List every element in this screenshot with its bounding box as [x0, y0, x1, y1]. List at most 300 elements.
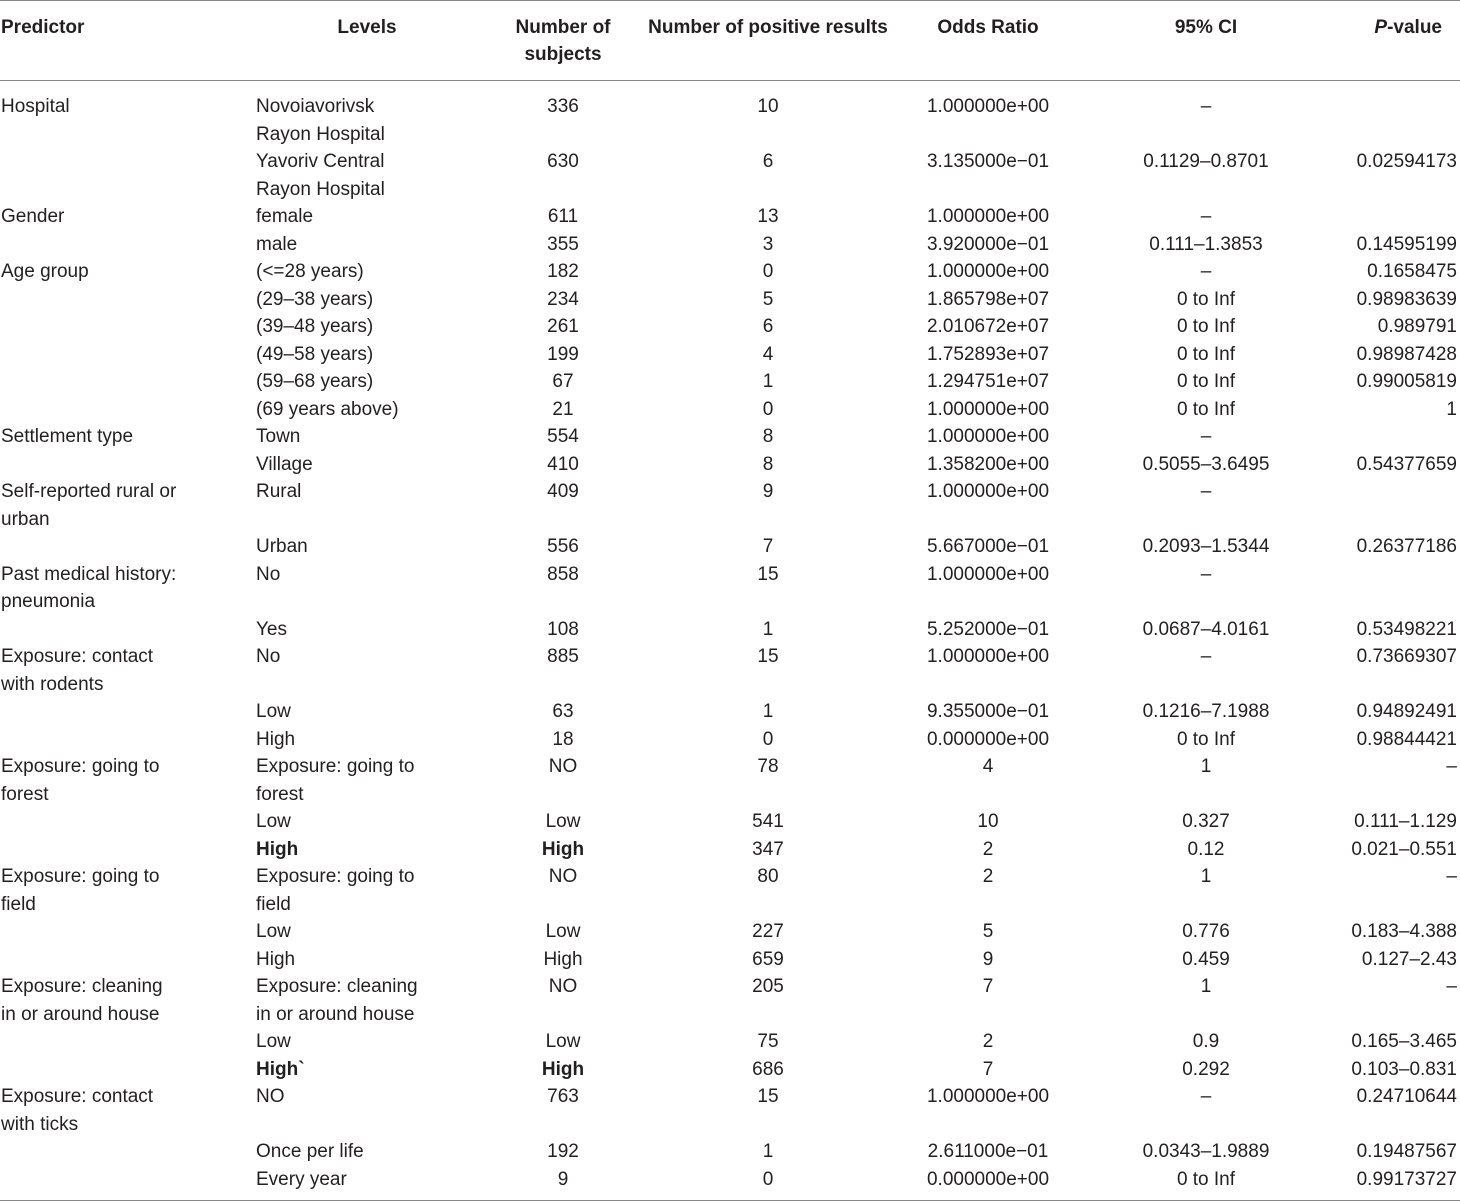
- cell-predictor-text: Past medical history: pneumonia: [1, 563, 177, 612]
- cell-ci-text: 0 to Inf: [1176, 1168, 1236, 1190]
- cell-pvalue-text: 0.99005819: [1356, 371, 1457, 392]
- cell-positive: [648, 148, 888, 203]
- cell-odds-ratio: [888, 1028, 1088, 1056]
- cell-ci-text: –: [1200, 96, 1212, 117]
- table-row: [0, 478, 1460, 533]
- cell-positive: [648, 1028, 888, 1056]
- table-row: [0, 231, 1460, 259]
- cell-subjects-text: High: [543, 948, 583, 970]
- cell-ci-text: 0.459: [1182, 948, 1230, 970]
- cell-pvalue-text: 0.26377186: [1356, 536, 1457, 557]
- cell-ci: [1088, 836, 1324, 864]
- cell-positive-text: 15: [757, 563, 779, 585]
- cell-ci: [1088, 396, 1324, 424]
- cell-pvalue-text: 1: [1446, 398, 1457, 420]
- cell-pvalue: [1324, 451, 1460, 479]
- cell-pvalue: [1324, 836, 1460, 864]
- cell-predictor: [0, 836, 256, 864]
- cell-odds-ratio: [888, 863, 1088, 918]
- cell-odds-ratio: [888, 313, 1088, 341]
- table-row: [0, 368, 1460, 396]
- cell-odds-ratio: [888, 616, 1088, 644]
- cell-subjects-text: 410: [547, 453, 579, 475]
- cell-positive-text: 686: [752, 1058, 784, 1080]
- cell-ci: [1088, 808, 1324, 836]
- cell-predictor-text: Exposure: contact with ticks: [1, 1086, 154, 1135]
- cell-positive-text: 205: [752, 976, 784, 997]
- cell-pvalue: [1324, 203, 1460, 231]
- cell-predictor: [0, 341, 256, 369]
- cell-ci-text: 0.1216–7.1988: [1142, 701, 1270, 722]
- cell-level: [256, 451, 478, 479]
- cell-subjects-text: High: [541, 838, 585, 860]
- cell-ci: [1088, 753, 1324, 808]
- cell-ci: [1088, 368, 1324, 396]
- cell-subjects: [478, 231, 648, 259]
- cell-ci-text: 0.5055–3.6495: [1142, 453, 1270, 475]
- cell-positive: [648, 258, 888, 286]
- cell-ci-text: 0.12: [1187, 838, 1225, 860]
- cell-subjects: [478, 451, 648, 479]
- cell-subjects-text: NO: [548, 976, 578, 997]
- cell-subjects-text: 409: [547, 481, 579, 502]
- cell-positive: [648, 341, 888, 369]
- cell-ci: [1088, 946, 1324, 974]
- cell-level-text: No: [256, 563, 281, 585]
- cell-subjects: [478, 341, 648, 369]
- cell-ci: [1088, 1166, 1324, 1201]
- cell-ci-text: 0.2093–1.5344: [1142, 536, 1270, 557]
- table-row: [0, 918, 1460, 946]
- cell-predictor: [0, 203, 256, 231]
- cell-subjects: [478, 753, 648, 808]
- table-row: [0, 533, 1460, 561]
- cell-odds-ratio: [888, 698, 1088, 726]
- table-row: [0, 836, 1460, 864]
- cell-ci: [1088, 863, 1324, 918]
- cell-odds-ratio-text: 2: [982, 1031, 994, 1052]
- cell-pvalue: [1324, 643, 1460, 698]
- cell-ci-text: 1: [1200, 976, 1212, 997]
- cell-odds-ratio-text: 1.000000e+00: [926, 481, 1050, 502]
- cell-level-text: Novoiavorivsk Rayon Hospital: [256, 96, 385, 145]
- cell-ci-text: 0 to Inf: [1176, 316, 1236, 337]
- cell-pvalue: [1324, 808, 1460, 836]
- cell-predictor: [0, 973, 256, 1028]
- cell-level: [256, 258, 478, 286]
- cell-subjects: [478, 643, 648, 698]
- cell-positive: [648, 946, 888, 974]
- cell-ci: [1088, 616, 1324, 644]
- cell-subjects: [478, 203, 648, 231]
- cell-odds-ratio: [888, 81, 1088, 149]
- header-subjects: [478, 1, 648, 81]
- cell-subjects-text: 556: [547, 536, 579, 557]
- cell-predictor: [0, 148, 256, 203]
- cell-positive: [648, 81, 888, 149]
- cell-subjects-text: 261: [547, 316, 579, 337]
- cell-level-text: High: [256, 948, 296, 970]
- cell-pvalue-text: 0.19487567: [1356, 1141, 1457, 1162]
- cell-odds-ratio-text: 7: [982, 1058, 994, 1080]
- cell-pvalue: [1324, 1028, 1460, 1056]
- cell-odds-ratio-text: 10: [977, 811, 999, 832]
- cell-ci-text: 0.327: [1182, 811, 1230, 832]
- cell-level-text: NO: [256, 1086, 285, 1107]
- cell-subjects-text: Low: [545, 1031, 581, 1052]
- cell-subjects-text: NO: [548, 756, 578, 777]
- cell-pvalue: [1324, 946, 1460, 974]
- cell-pvalue-text: 0.111–1.129: [1354, 811, 1457, 832]
- cell-subjects-text: 18: [552, 728, 574, 750]
- header-positive-text: Number of positive results: [648, 17, 888, 38]
- header-pvalue-rest: -value: [1387, 17, 1442, 38]
- cell-predictor: [0, 286, 256, 314]
- cell-pvalue-text: 0.127–2.43: [1361, 948, 1457, 970]
- cell-odds-ratio-text: 2: [982, 866, 994, 887]
- cell-positive-text: 75: [757, 1031, 779, 1052]
- cell-subjects: [478, 561, 648, 616]
- cell-predictor: [0, 863, 256, 918]
- cell-ci: [1088, 451, 1324, 479]
- cell-odds-ratio-text: 5.252000e−01: [926, 618, 1050, 640]
- cell-pvalue: [1324, 698, 1460, 726]
- cell-positive: [648, 561, 888, 616]
- table-row: [0, 561, 1460, 616]
- cell-odds-ratio-text: 5: [982, 921, 994, 942]
- cell-positive: [648, 808, 888, 836]
- cell-odds-ratio-text: 1.865798e+07: [926, 288, 1050, 310]
- cell-positive: [648, 1056, 888, 1084]
- cell-ci-text: 0 to Inf: [1176, 371, 1236, 392]
- cell-ci-text: –: [1200, 426, 1212, 447]
- cell-pvalue-text: 0.99173727: [1356, 1168, 1457, 1190]
- cell-odds-ratio-text: 9: [982, 948, 994, 970]
- cell-pvalue: [1324, 1056, 1460, 1084]
- cell-predictor-text: Exposure: contact with rodents: [1, 646, 154, 695]
- cell-pvalue-text: 0.103–0.831: [1351, 1058, 1457, 1080]
- cell-positive: [648, 396, 888, 424]
- cell-odds-ratio: [888, 423, 1088, 451]
- table-row: [0, 726, 1460, 754]
- cell-level-text: Low: [256, 1031, 291, 1052]
- cell-odds-ratio-text: 2.010672e+07: [926, 316, 1050, 337]
- cell-odds-ratio: [888, 478, 1088, 533]
- cell-pvalue-text: 0.021–0.551: [1351, 838, 1457, 860]
- cell-odds-ratio-text: 0.000000e+00: [926, 1168, 1050, 1190]
- cell-positive: [648, 368, 888, 396]
- table-row: [0, 808, 1460, 836]
- cell-pvalue-text: 0.165–3.465: [1351, 1031, 1457, 1052]
- cell-ci: [1088, 533, 1324, 561]
- cell-level-text: Low: [256, 921, 291, 942]
- cell-subjects-text: 630: [547, 151, 579, 172]
- cell-subjects: [478, 1028, 648, 1056]
- header-ci: 95% CI: [1174, 17, 1238, 38]
- cell-predictor: [0, 1028, 256, 1056]
- cell-odds-ratio: [888, 533, 1088, 561]
- cell-subjects-text: NO: [548, 866, 578, 887]
- cell-level: [256, 863, 478, 918]
- cell-predictor: [0, 726, 256, 754]
- cell-level-text: High: [256, 728, 296, 750]
- cell-pvalue-text: 0.183–4.388: [1351, 921, 1457, 942]
- cell-odds-ratio: [888, 286, 1088, 314]
- cell-subjects-text: 763: [547, 1086, 579, 1107]
- cell-ci-text: 0.111–1.3853: [1149, 233, 1263, 255]
- cell-positive-text: 6: [762, 151, 774, 172]
- cell-ci: [1088, 313, 1324, 341]
- cell-positive-text: 1: [762, 618, 774, 640]
- cell-odds-ratio-text: 4: [982, 756, 994, 777]
- cell-ci-text: 1: [1200, 756, 1212, 777]
- cell-subjects-text: Low: [545, 921, 581, 942]
- cell-predictor-text: Hospital: [1, 96, 70, 117]
- cell-odds-ratio: [888, 1083, 1088, 1138]
- cell-predictor: [0, 1083, 256, 1138]
- cell-level-text: Yavoriv Central Rayon Hospital: [256, 151, 385, 200]
- cell-predictor: [0, 1056, 256, 1084]
- cell-positive: [648, 1138, 888, 1166]
- cell-level: [256, 1028, 478, 1056]
- cell-ci: [1088, 341, 1324, 369]
- cell-positive-text: 13: [757, 206, 779, 227]
- cell-positive-text: 10: [757, 96, 779, 117]
- cell-pvalue-text: 0.98983639: [1356, 288, 1457, 310]
- cell-positive: [648, 533, 888, 561]
- cell-subjects-text: 182: [547, 261, 579, 282]
- cell-odds-ratio: [888, 918, 1088, 946]
- cell-ci: [1088, 231, 1324, 259]
- cell-level: [256, 973, 478, 1028]
- cell-ci: [1088, 423, 1324, 451]
- cell-positive-text: 7: [762, 536, 774, 557]
- cell-predictor: [0, 698, 256, 726]
- cell-level: [256, 368, 478, 396]
- cell-level: [256, 1166, 478, 1201]
- cell-level-text: Yes: [256, 618, 287, 640]
- table-row: [0, 643, 1460, 698]
- cell-pvalue-text: 0.98844421: [1356, 728, 1457, 750]
- table-row: [0, 451, 1460, 479]
- cell-level-text: (69 years above): [256, 398, 399, 420]
- header-levels: Levels: [337, 17, 397, 38]
- cell-positive-text: 0: [762, 728, 774, 750]
- cell-positive: [648, 973, 888, 1028]
- cell-ci-text: –: [1200, 646, 1212, 667]
- cell-level-text: Rural: [256, 481, 302, 502]
- cell-predictor: [0, 1166, 256, 1201]
- cell-pvalue: [1324, 231, 1460, 259]
- table-row: [0, 973, 1460, 1028]
- cell-level-text: (<=28 years): [256, 261, 364, 282]
- cell-predictor: [0, 946, 256, 974]
- cell-positive: [648, 616, 888, 644]
- cell-level-text: Once per life: [256, 1141, 364, 1162]
- cell-pvalue-text: 0.02594173: [1356, 151, 1457, 172]
- cell-positive-text: 15: [757, 646, 779, 667]
- cell-level: [256, 836, 478, 864]
- cell-ci-text: 0 to Inf: [1176, 728, 1236, 750]
- cell-predictor: [0, 533, 256, 561]
- cell-odds-ratio: [888, 726, 1088, 754]
- cell-subjects: [478, 726, 648, 754]
- cell-pvalue: [1324, 918, 1460, 946]
- cell-odds-ratio-text: 1.000000e+00: [926, 563, 1050, 585]
- cell-level: [256, 1138, 478, 1166]
- cell-subjects-text: 192: [547, 1141, 579, 1162]
- cell-predictor: [0, 81, 256, 149]
- cell-positive: [648, 643, 888, 698]
- cell-level-text: Exposure: going to field: [256, 866, 415, 915]
- cell-level: [256, 753, 478, 808]
- cell-subjects-text: Low: [545, 811, 581, 832]
- cell-odds-ratio: [888, 1056, 1088, 1084]
- cell-ci-text: –: [1200, 206, 1212, 227]
- cell-positive: [648, 231, 888, 259]
- cell-level-text: Every year: [256, 1168, 347, 1190]
- cell-subjects-text: 336: [547, 96, 579, 117]
- cell-odds-ratio-text: 1.752893e+07: [926, 343, 1050, 365]
- cell-predictor: [0, 753, 256, 808]
- table-row: [0, 148, 1460, 203]
- cell-positive-text: 4: [762, 343, 774, 365]
- cell-predictor-text: Exposure: cleaning in or around house: [1, 976, 163, 1025]
- cell-level: [256, 341, 478, 369]
- cell-pvalue-text: 0.1658475: [1367, 261, 1457, 282]
- cell-odds-ratio: [888, 561, 1088, 616]
- cell-subjects: [478, 533, 648, 561]
- cell-odds-ratio: [888, 231, 1088, 259]
- cell-pvalue-text: 0.24710644: [1356, 1086, 1457, 1107]
- cell-ci: [1088, 81, 1324, 149]
- cell-ci: [1088, 1138, 1324, 1166]
- cell-positive-text: 0: [762, 398, 774, 420]
- cell-subjects-text: 885: [547, 646, 579, 667]
- cell-ci: [1088, 1056, 1324, 1084]
- cell-odds-ratio: [888, 1166, 1088, 1201]
- cell-subjects-text: 9: [557, 1168, 569, 1190]
- cell-subjects: [478, 1083, 648, 1138]
- cell-level-text: Low: [256, 811, 291, 832]
- cell-positive-text: 78: [757, 756, 779, 777]
- cell-ci-text: –: [1200, 481, 1212, 502]
- cell-predictor: [0, 918, 256, 946]
- cell-subjects: [478, 1138, 648, 1166]
- cell-predictor: [0, 808, 256, 836]
- table-row: [0, 81, 1460, 149]
- cell-level-text: (29–38 years): [256, 288, 374, 310]
- cell-odds-ratio-text: 1.000000e+00: [926, 398, 1050, 420]
- header-positive: [648, 1, 888, 81]
- cell-predictor-text: Exposure: going to forest: [1, 756, 160, 805]
- table-row: [0, 1028, 1460, 1056]
- cell-odds-ratio-text: 5.667000e−01: [926, 536, 1050, 557]
- cell-positive: [648, 286, 888, 314]
- cell-level: [256, 396, 478, 424]
- cell-ci-text: –: [1200, 563, 1212, 585]
- cell-odds-ratio: [888, 148, 1088, 203]
- table-row: [0, 946, 1460, 974]
- cell-ci: [1088, 148, 1324, 203]
- cell-ci: [1088, 286, 1324, 314]
- cell-level: [256, 203, 478, 231]
- cell-ci-text: 1: [1200, 866, 1212, 887]
- cell-pvalue: [1324, 258, 1460, 286]
- header-subjects-text: Number of subjects: [515, 17, 611, 65]
- cell-ci: [1088, 973, 1324, 1028]
- cell-subjects: [478, 148, 648, 203]
- cell-positive-text: 1: [762, 371, 774, 392]
- cell-predictor: [0, 643, 256, 698]
- header-row: [0, 1, 1460, 81]
- cell-positive: [648, 313, 888, 341]
- cell-odds-ratio: [888, 368, 1088, 396]
- cell-subjects-text: 234: [547, 288, 579, 310]
- cell-level: [256, 313, 478, 341]
- cell-pvalue: [1324, 368, 1460, 396]
- cell-subjects: [478, 286, 648, 314]
- cell-level-text: Town: [256, 426, 301, 447]
- cell-subjects: [478, 258, 648, 286]
- table-body: [0, 81, 1460, 1201]
- cell-subjects: [478, 808, 648, 836]
- cell-pvalue: [1324, 863, 1460, 918]
- cell-level-text: Exposure: cleaning in or around house: [256, 976, 418, 1025]
- cell-positive: [648, 698, 888, 726]
- cell-pvalue: [1324, 423, 1460, 451]
- cell-pvalue: [1324, 973, 1460, 1028]
- cell-odds-ratio: [888, 643, 1088, 698]
- cell-pvalue-text: 0.98987428: [1356, 343, 1457, 365]
- cell-odds-ratio-text: 1.000000e+00: [926, 206, 1050, 227]
- cell-level: [256, 533, 478, 561]
- cell-pvalue: [1324, 81, 1460, 149]
- cell-level: [256, 616, 478, 644]
- cell-positive-text: 6: [762, 316, 774, 337]
- table-row: [0, 753, 1460, 808]
- cell-positive-text: 5: [762, 288, 774, 310]
- cell-level: [256, 148, 478, 203]
- cell-positive: [648, 726, 888, 754]
- cell-subjects: [478, 918, 648, 946]
- cell-odds-ratio: [888, 808, 1088, 836]
- cell-ci: [1088, 698, 1324, 726]
- cell-pvalue: [1324, 1138, 1460, 1166]
- cell-ci-text: –: [1200, 261, 1212, 282]
- table-row: [0, 396, 1460, 424]
- cell-odds-ratio-text: 0.000000e+00: [926, 728, 1050, 750]
- cell-positive-text: 659: [752, 948, 784, 970]
- cell-positive-text: 227: [752, 921, 784, 942]
- cell-subjects: [478, 1166, 648, 1201]
- cell-subjects: [478, 698, 648, 726]
- header-predictor: Predictor: [1, 17, 85, 38]
- cell-ci: [1088, 726, 1324, 754]
- cell-predictor-text: Gender: [1, 206, 65, 227]
- cell-ci-text: 0 to Inf: [1176, 398, 1236, 420]
- cell-pvalue: [1324, 726, 1460, 754]
- cell-odds-ratio-text: 1.000000e+00: [926, 1086, 1050, 1107]
- cell-level-text: Urban: [256, 536, 308, 557]
- cell-predictor-text: Age group: [1, 261, 89, 282]
- cell-positive-text: 541: [752, 811, 784, 832]
- cell-level-text: No: [256, 646, 281, 667]
- cell-level: [256, 561, 478, 616]
- cell-level: [256, 698, 478, 726]
- cell-level: [256, 1056, 478, 1084]
- table-row: [0, 698, 1460, 726]
